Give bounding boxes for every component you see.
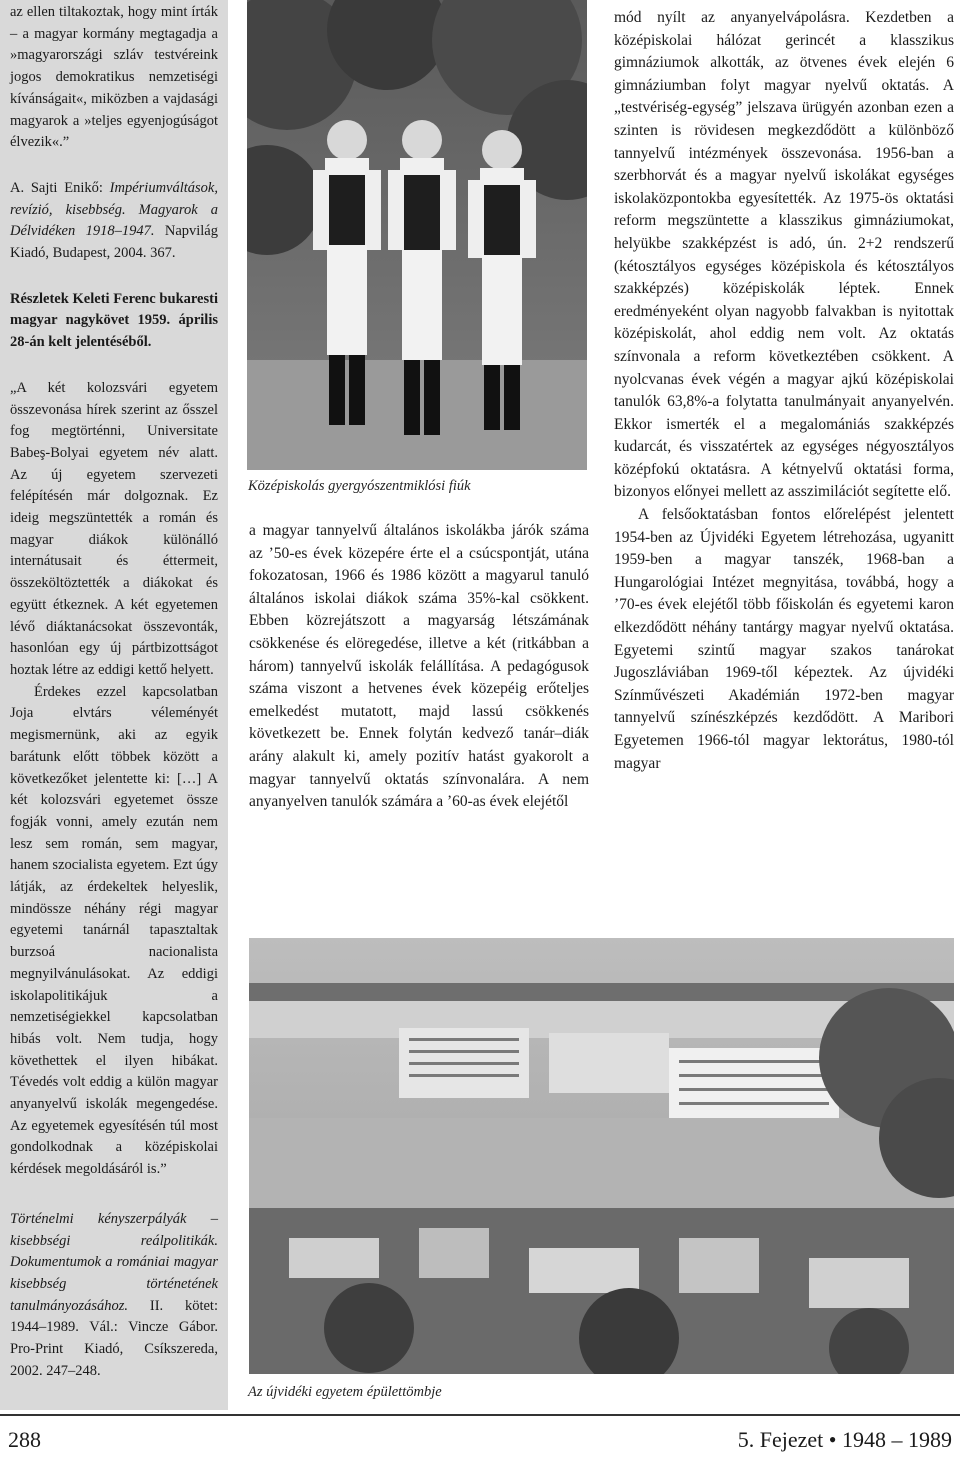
sidebar-box (0, 0, 228, 1410)
middle-column (249, 520, 589, 814)
sidebar-quote-paragraph: „A két kolozsvári egyetem összevonása hírek szerint az ősszel fog megtörténni, Universitate Babeş-Bolyai egyetem név alatt. Az új egyetem szervezeti felépítésén már dolgoznak. Ez ideig megszüntették a román és magyar diákok különálló internátusait és éttermeit, összeköltöztették a diákokat és együtt étkeznek. A két egyetemen lévő diáktanácsokat összevonták, hasonlóan egy új pártbizottságot hoztak létre az eddigi kettő helyett. (10, 379, 218, 678)
right-column (614, 7, 954, 775)
photo-university-image (249, 938, 954, 1374)
photo-students (247, 0, 587, 470)
caption-students: Középiskolás gyergyószentmiklósi fiúk (248, 478, 471, 494)
footer-rule (0, 1414, 960, 1416)
ref-title: Impériumváltások, revízió, kisebbség. Magyarok a Délvidéken 1918–1947. (10, 179, 218, 240)
sidebar-reference (10, 178, 218, 265)
chapter-label: 5. Fejezet • 1948 – 1989 (737, 1427, 952, 1452)
right-paragraph-1: mód nyílt az anyanyelvápolásra. Kezdetben a középiskolai hálózat gerincét a klasszikus gimnáziumok alkották, az ötvenes évek elején 6 gimnáziumban folyt magyar nyelvű oktatás. A „testvériség-egység” jelszava ürügyén azonban ezen a szinten is rövidesen megkezdődött a különböző tannyelvű intézmények összevonása. 1956-ban a szerbhorvát és a magyar nyelvű iskolákat egységes iskolaközpontokba egyesítették. Az 1975-ös oktatási reform megszüntette a klasszikus gimnáziumokat, helyükbe szakképzést is adó, ún. 2+2 rendszerű (kétosztályos egységes középiskola és kétosztályos szakképzés) középiskolák léptek. Ennek eredményeként olyan nagyobb falvakban is nyitottak középiskolát, ahol eddig nem volt. Az oktatás színvonala a reform következtében csökkent. A nyolcvanas évek végén a magyar ajkú középiskolai tanulók 63,8%-a folytatta tanulmányait anyanyelvén. Ekkor ismerték el a megalomániás szakképzés kudarcát, és visszatértek az egységes négyosztályos középfokú oktatásra. A kétnyelvű oktatási forma, bizonyos előnyei mellett az asszimilációt segítette elő. (614, 9, 954, 501)
photo-students-image (247, 0, 587, 470)
sidebar-book-reference (10, 1209, 218, 1383)
caption-university: Az újvidéki egyetem épülettömbje (248, 1384, 442, 1400)
right-paragraph-2: A felsőoktatásban fontos előrelépést jelentett 1954-ben az Újvidéki Egyetem létrehozása, ugyanitt 1959-ben a magyar tanszék, 1968-ban a Hungarológiai Intézet megnyitása, továbbá, hogy a ’70-es évek elejétől több főiskolán és egyetemi karon elkezdődött néhány tantárgy magyar nyelvű oktatása. Egyetemi szintű magyar szakos tanárokat Jugoszláviában 1969-től képeztek. Az újvidéki Színművészeti Akadémián 1972-ben magyar tannyelvű színészképzés kezdődött. A Maribori Egyetemen 1966-tól magyar lektorátus, 1980-tól magyar (614, 506, 954, 772)
photo-university (249, 938, 954, 1374)
sidebar-quote-end: az ellen tiltakoztak, hogy mint írták – a magyar kormány megtagadja a »magyarországi szláv testvéreink jogos demokratikus nemzetiségi kívánságait«, miközben a vajdasági magyarok a »teljes egyenjogúságot élvezik«.” (10, 4, 218, 151)
page-number: 288 (8, 1427, 41, 1452)
ref-publisher: Napvilág Kiadó, Budapest, 2004. 367. (10, 223, 218, 262)
sidebar-quote-paragraph-2: Érdekes ezzel kapcsolatban Joja elvtárs véleményét megismernünk, aki az egyik barátunk előtt többek között a következőket jelentette ki: […] A két kolozsvári egyetemet össze fogják vonni, amely ezután nem lesz sem román, sem magyar, hanem szocialista egyetem. Ezt úgy látják, az érdekeltek helyeslik, mindössze néhány régi magyar egyetemi tanárnál tapasztaltak burzsoá nacionalista megnyilvánulásokat. Az eddigi iskolapolitikájuk a nemzetiségiekkel kapcsolatban hibás volt. Nem tudja, hogy követhettek el ilyen hibákat. Tévedés volt eddig a külön magyar anyanyelvű iskolák megengedése. Az egyetemek egyesítésén túl most gondolkodnak a középiskolai kérdések megoldásáról is.” (10, 683, 218, 1178)
book-title: Történelmi kényszerpályák – kisebbségi reálpolitikák. Dokumentumok a romániai magyar kisebbség történetének tanulmányozásához. (10, 1210, 218, 1314)
ref-author: A. Sajti Enikő: (10, 179, 110, 196)
middle-paragraph: a magyar tannyelvű általános iskolákba járók száma az ’50-es évek közepére érte el a csúcspontját, utána fokozatosan, 1966 és 1986 között a magyarul tanuló általános iskolai diákok száma 35%-kal csökkent. Ebben közrejátszott a magyarság létszámának csökkenése és elöregedése, illetve a két (ritkábban a három) tannyelvű iskolák felállítása. A pedagógusok száma viszont a hetvenes évek közepéig erőteljes emelkedést mutatott, majd lassú csökkenés következett be. Ennek folytán kedvező tanár–diák arány alakult ki, amely pozitív hatást gyakorolt a magyar tannyelvű oktatás színvonalára. A nem anyanyelven tanulók számára a ’60-as évek elejétől (249, 522, 589, 811)
sidebar-heading: Részletek Keleti Ferenc bukaresti magyar nagykövet 1959. április 28-án kelt jelentéséből. (10, 290, 218, 351)
book-publisher: II. kötet: 1944–1989. Vál.: Vincze Gábor. Pro-Print Kiadó, Csíkszereda, 2002. 247–248. (10, 1297, 218, 1379)
